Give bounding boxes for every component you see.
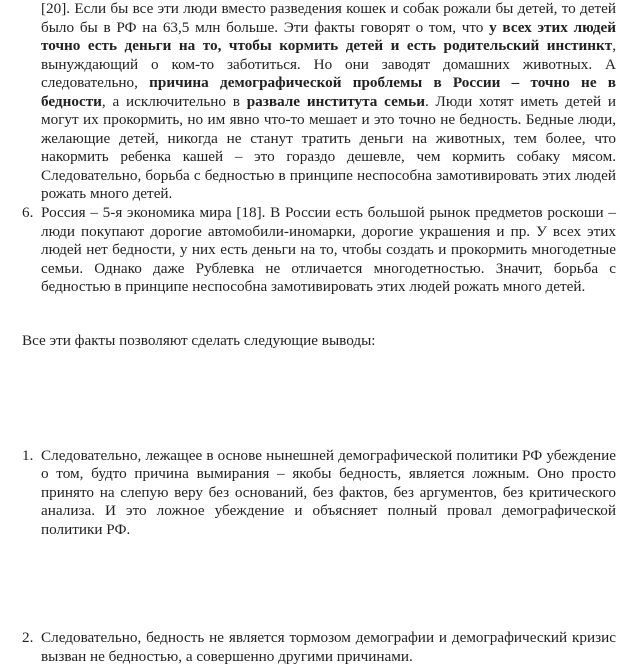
list-number: 6.: [22, 204, 34, 221]
continued-paragraph: [41, 0, 616, 204]
paragraph-text: , а исключительно в: [101, 92, 247, 110]
bold-emphasis: у всех этих людей точно есть деньги на то, чтобы кормить детей и есть родительский инстинкт: [41, 18, 616, 54]
list-item-6: [0, 204, 616, 297]
conclusions-intro: Все эти факты позволяют сделать следующие выводы:: [22, 332, 376, 349]
paragraph-text: [20]. Если бы все эти люди вместо разведения кошек и собак рожали бы детей, то детей было бы в РФ на 63,5 млн больше. Эти факты говорят о том, что: [41, 0, 616, 36]
conclusion-item-1: [0, 447, 616, 540]
list-number: 2.: [22, 629, 34, 646]
list-number: 1.: [22, 446, 34, 464]
conclusion-item-2: [0, 629, 616, 666]
list-item-text: Россия – 5-я экономика мира [18]. В России есть большой рынок предметов роскоши – люди покупают дорогие автомобили-иномарки, дорогие украшения и пр. У всех этих людей нет бедности, у них есть деньги на то, чтобы создать и прокормить многодетные семьи. Однако даже Рублевка не отличается многодетностью. Значит, борьба с бедностью в принципе неспособна замотивировать этих людей рожать много детей.: [41, 204, 616, 295]
bold-emphasis: развале института семьи: [246, 92, 425, 110]
paragraph-text: , вынуждающий о ком-то заботиться. Но они заводят домашних животных. А следовательно,: [41, 37, 616, 91]
paragraph-text: . Люди хотят иметь детей и могут их прокормить, но им явно что-то мешает и это точно не бедность. Бедные люди, желающие детей, никогда не станут тратить деньги на животных, тем более, что накормить ребенка кашей – это гораздо дешевле, чем кормить собаку мясом. Следовательно, борьба с бедностью в принципе неспособна замотивировать этих людей рожать много детей.: [41, 92, 616, 202]
list-item-text: Следовательно, лежащее в основе нынешней демографической политики РФ убеждение о том, будто причина вымирания – якобы бедность, является ложным. Оно просто принято на слепую веру без оснований, без фактов, без аргументов, без критического анализа. И это ложное убеждение и объясняет полный провал демографической политики РФ.: [41, 446, 616, 538]
bold-emphasis: причина демографической проблемы в России – точно не в бедности: [41, 74, 616, 110]
list-item-text: Следовательно, бедность не является тормозом демографии и демографический кризис вызван не бедностью, а совершенно другими причинами.: [41, 629, 616, 665]
